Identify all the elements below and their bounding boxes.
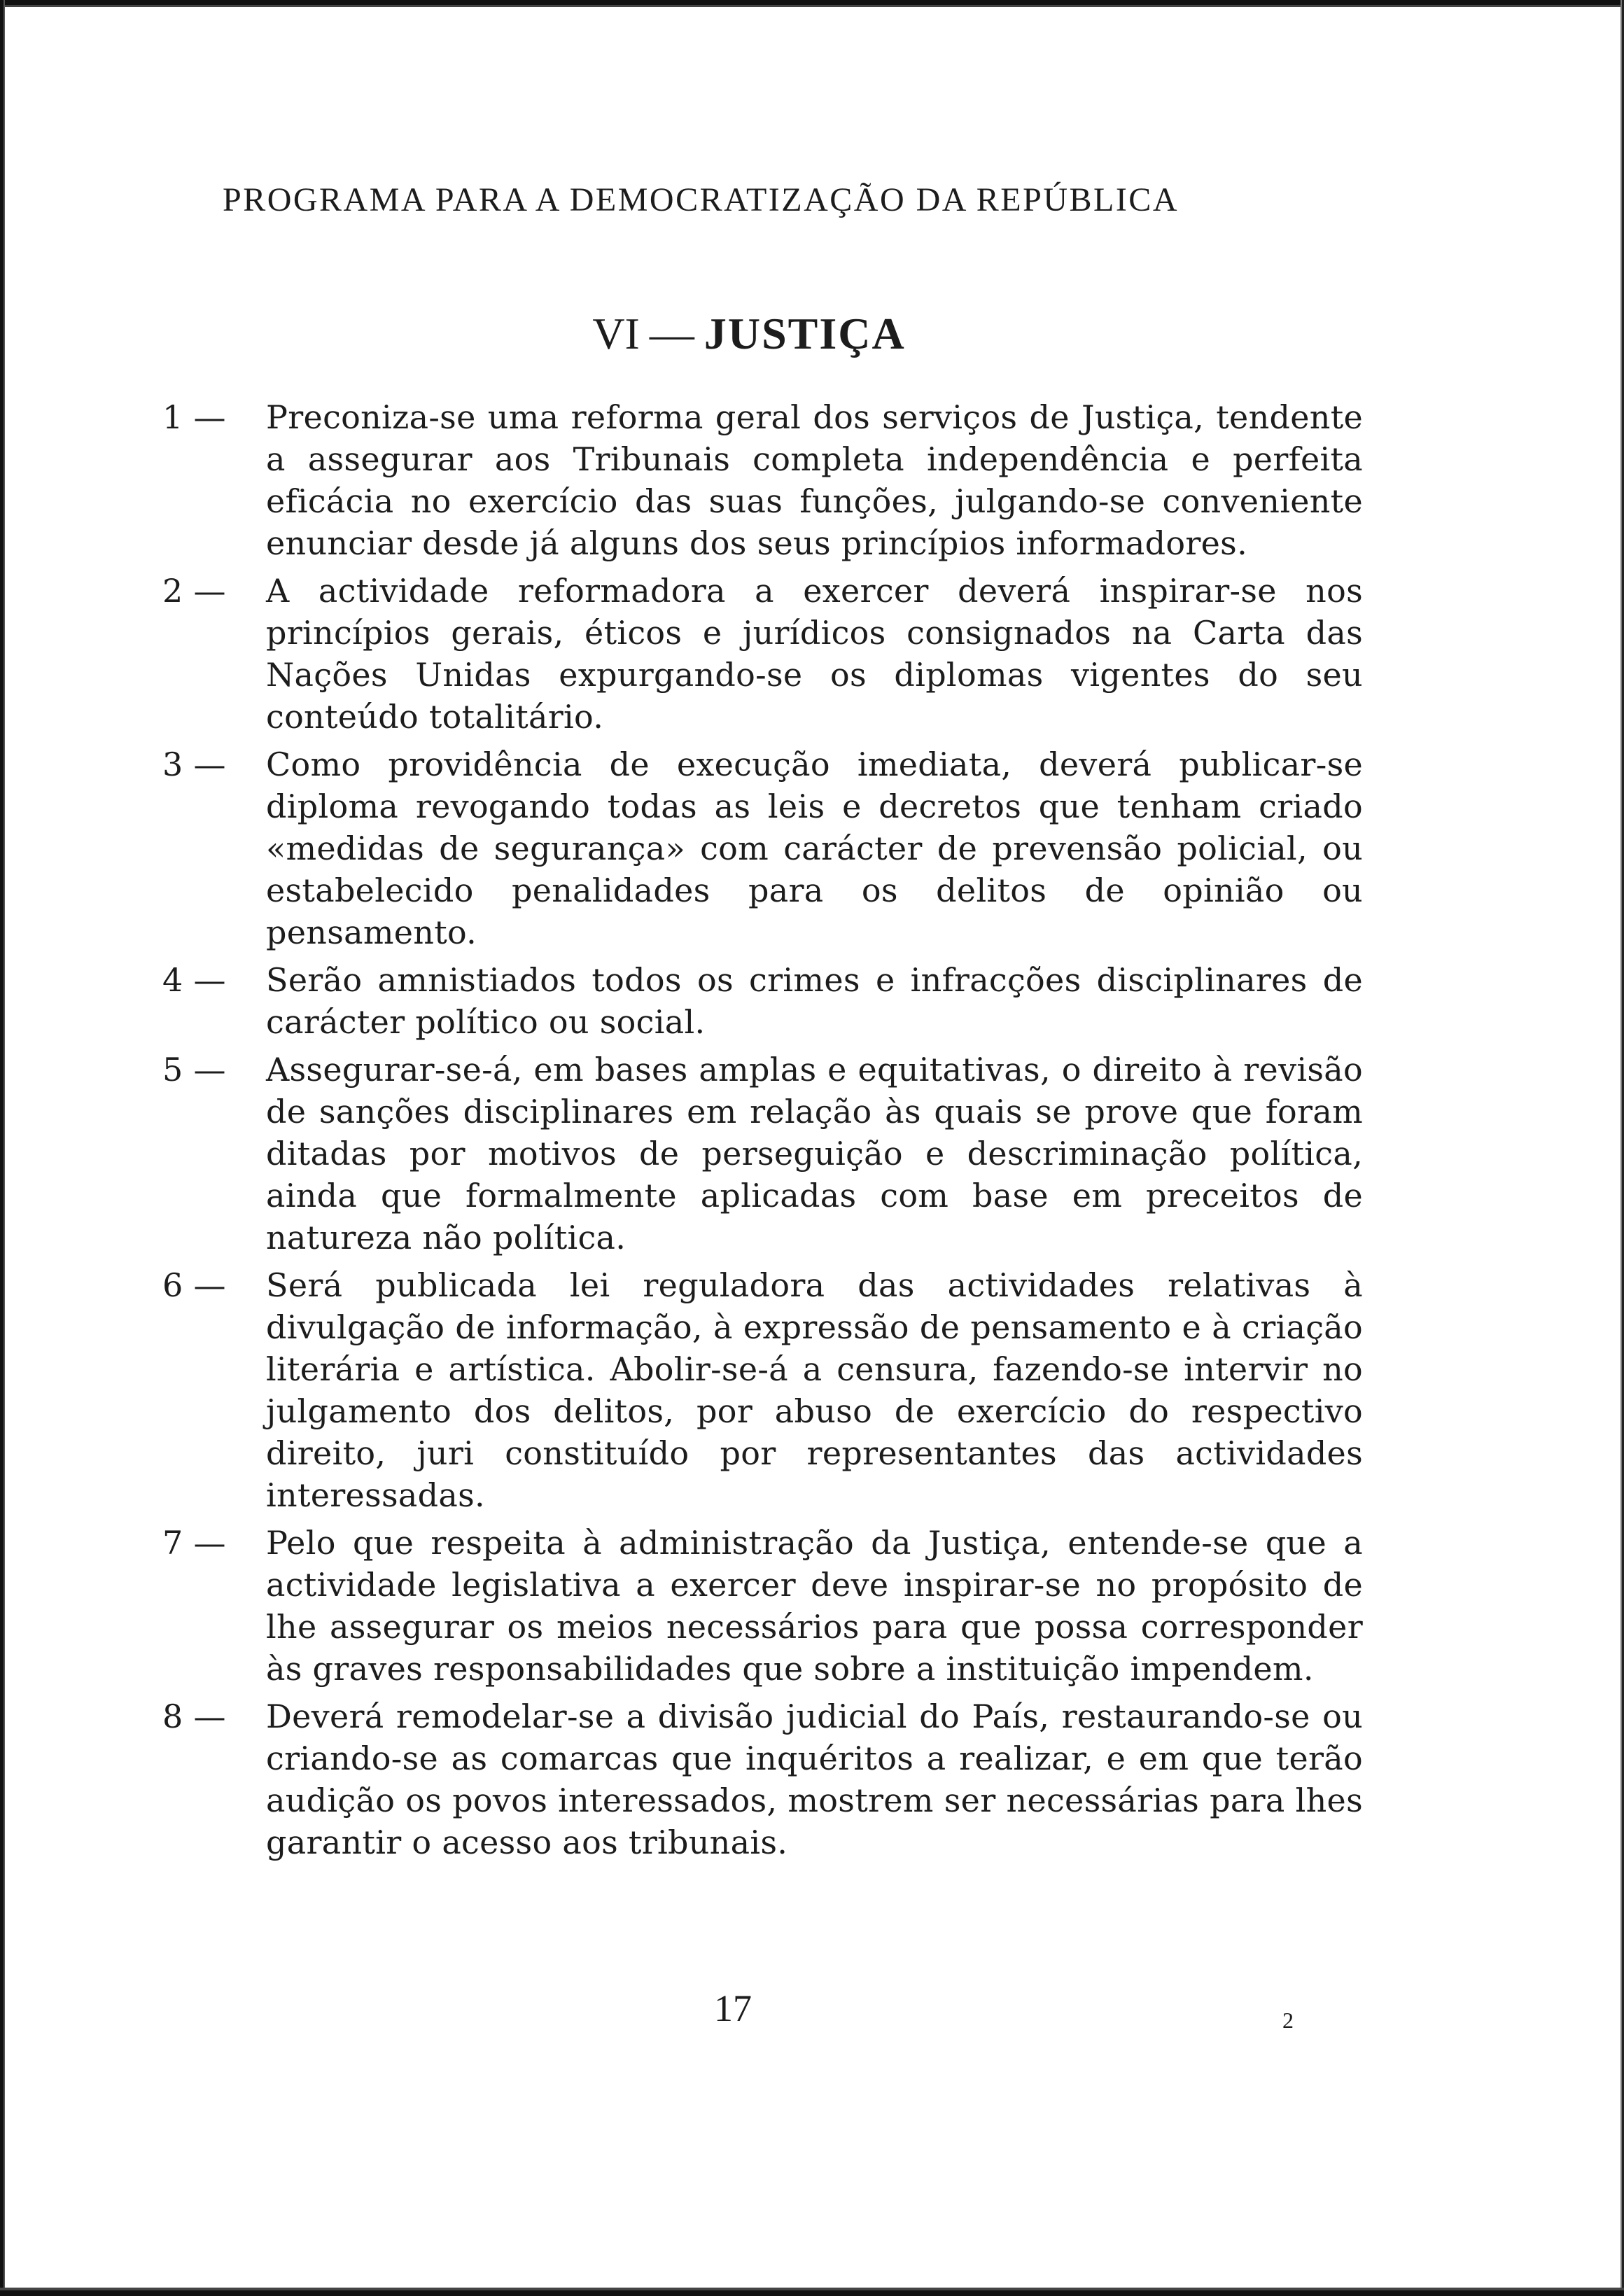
item-number: 6 — xyxy=(162,1266,226,1304)
list-item xyxy=(162,396,1363,564)
item-text: Assegurar-se-á, em bases amplas e equitativas, o direito à revisão de sanções disciplinares em relação às quais se prove que foram ditadas por motivos de perseguição e descriminação política, ainda que formalmente aplicadas com base em preceitos de natureza não política. xyxy=(266,1051,1363,1256)
item-number: 8 — xyxy=(162,1698,226,1735)
list-item xyxy=(162,1522,1363,1690)
item-text: Pelo que respeita à administração da Justiça, entende-se que a actividade legislativa a exercer deve inspirar-se no propósito de lhe assegurar os meios necessários para que possa corresponder às graves responsabilidades que sobre a instituição impendem. xyxy=(266,1524,1363,1688)
item-text: Deverá remodelar-se a divisão judicial do País, restaurando-se ou criando-se as comarcas que inquéritos a realizar, e em que terão audição os povos interessados, mostrem ser necessárias para lhes garantir o acesso aos tribunais. xyxy=(266,1698,1363,1861)
scan-border-bottom xyxy=(0,2278,1624,2296)
item-text: Será publicada lei reguladora das actividades relativas à divulgação de informação, à expressão de pensamento e à criação literária e artística. Abolir-se-á a censura, fazendo-se intervir no julgamento dos delitos, por abuso de exercício do respectivo direito, juri constituído por representantes das actividades interessadas. xyxy=(266,1266,1363,1514)
item-number: 2 — xyxy=(162,572,226,610)
item-text: Preconiza-se uma reforma geral dos serviços de Justiça, tendente a assegurar aos Tribunais completa independência e perfeita eficácia no exercício das suas funções, julgando-se conveniente enunciar desde já alguns dos seus princípios informadores. xyxy=(266,398,1363,562)
list-item xyxy=(162,743,1363,953)
list-item xyxy=(162,1049,1363,1259)
section-heading: JUSTIÇA xyxy=(704,309,906,358)
list-item xyxy=(162,959,1363,1043)
item-number: 5 — xyxy=(162,1051,226,1088)
running-head: PROGRAMA PARA A DEMOCRATIZAÇÃO DA REPÚBLICA xyxy=(223,181,1179,218)
numbered-list xyxy=(162,396,1363,1869)
item-text: Serão amnistiados todos os crimes e infracções disciplinares de carácter político ou social. xyxy=(266,961,1363,1041)
section-separator: — xyxy=(649,309,694,358)
page-number: 17 xyxy=(714,1987,752,2029)
list-item xyxy=(162,1264,1363,1516)
item-number: 7 — xyxy=(162,1524,226,1562)
section-numeral: VI xyxy=(592,309,640,358)
list-item xyxy=(162,570,1363,738)
scan-border-top xyxy=(0,0,1624,13)
list-item xyxy=(162,1695,1363,1863)
item-number: 1 — xyxy=(162,398,226,436)
section-title xyxy=(0,308,1498,360)
item-number: 4 — xyxy=(162,961,226,999)
item-text: A actividade reformadora a exercer deverá inspirar-se nos princípios gerais, éticos e jurídicos consignados na Carta das Nações Unidas expurgando-se os diplomas vigentes do seu conteúdo totalitário. xyxy=(266,572,1363,736)
sheet-number: 2 xyxy=(1282,2008,1294,2033)
item-number: 3 — xyxy=(162,746,226,783)
item-text: Como providência de execução imediata, deverá publicar-se diploma revogando todas as leis e decretos que tenham criado «medidas de segurança» com carácter de prevensão policial, ou estabelecido penalidades para os delitos de opinião ou pensamento. xyxy=(266,746,1363,951)
scan-border-right xyxy=(1614,0,1624,2296)
